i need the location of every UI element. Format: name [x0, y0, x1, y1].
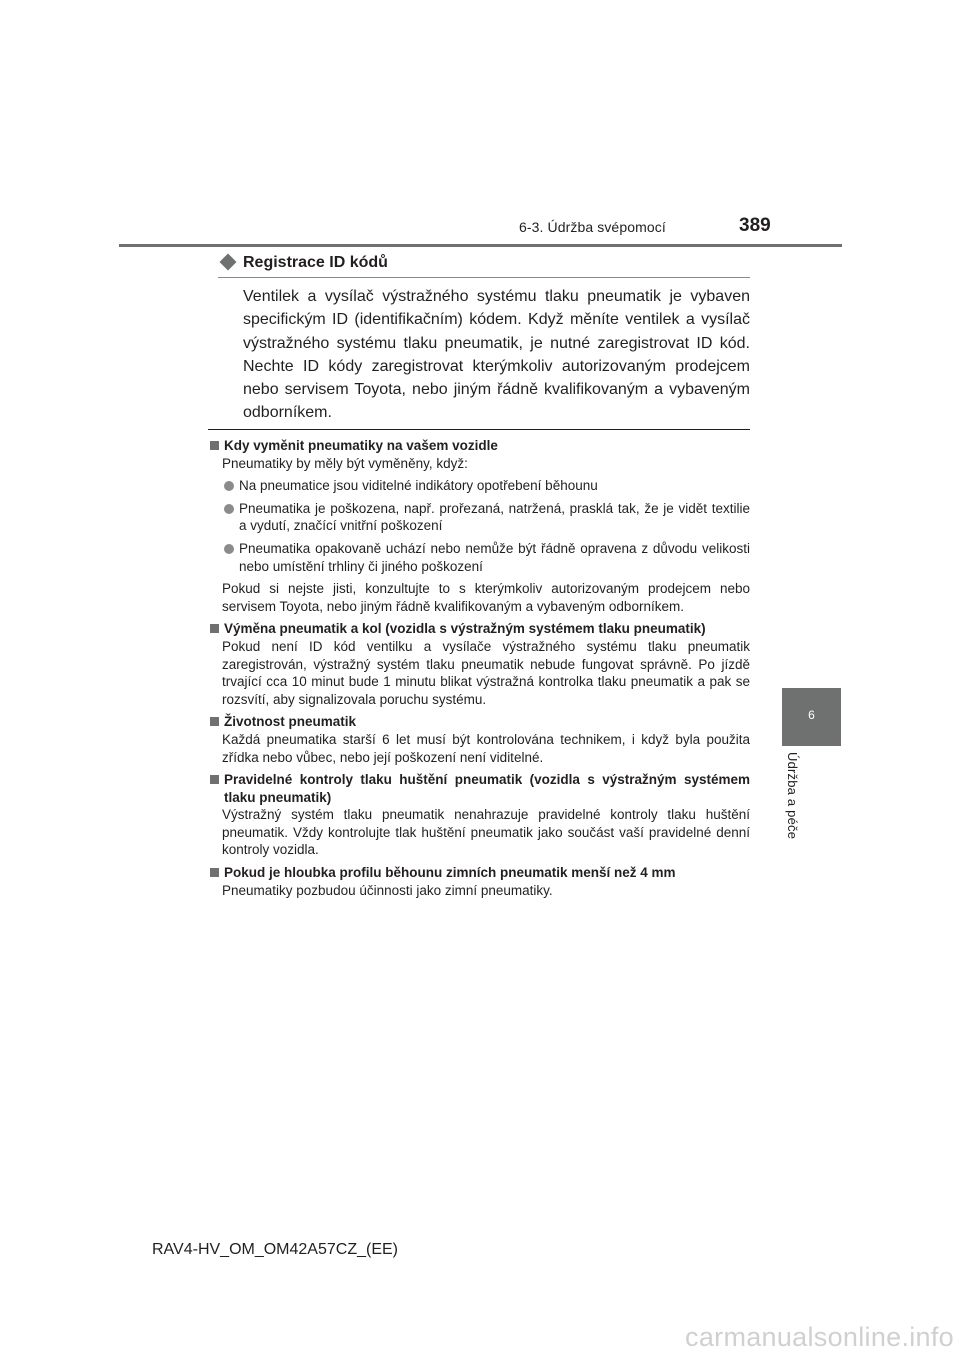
bullet-text: Na pneumatice jsou viditelné indikátory opotřebení běhounu: [239, 478, 598, 494]
item-title: Kdy vyměnit pneumatiky na vašem vozidle: [209, 437, 750, 455]
list-divider: [208, 429, 750, 430]
diamond-icon: [220, 254, 237, 271]
bullet-text: Pneumatika opakovaně uchází nebo nemůže být řádně opravena z důvodu velikosti nebo umístění trhliny či jiného poškození: [239, 540, 750, 574]
item-text: Pneumatiky by měly být vyměněny, když:: [222, 455, 468, 471]
chapter-tab[interactable]: [782, 688, 841, 746]
bullet-item: [209, 500, 750, 535]
info-list: [209, 437, 750, 904]
section-heading: [218, 254, 750, 272]
bullet-item: [209, 477, 750, 495]
item-text: Každá pneumatika starší 6 let musí být kontrolována technikem, i když byla použita zřídka nebo vůbec, nebo její poškození není viditelné.: [222, 731, 750, 765]
chapter-tab-label: Údržba a péče: [785, 752, 800, 840]
list-item: [209, 771, 750, 859]
bullet-circle-icon: [224, 481, 234, 491]
bullet-circle-icon: [224, 544, 234, 554]
list-item: [209, 620, 750, 708]
item-text: Pneumatiky pozbudou účinnosti jako zimní pneumatiky.: [222, 882, 553, 898]
watermark: carmanualsonline.info: [685, 1322, 954, 1352]
item-text: Pokud si nejste jisti, konzultujte to s kterýmkoliv autorizovaným prodejcem nebo servisem Toyota, nebo jiným řádně kvalifikovaným a vybaveným odborníkem.: [222, 581, 750, 614]
header-section-title: 6-3. Údržba svépomocí: [519, 219, 666, 235]
bullet-item: [209, 540, 750, 575]
item-title: Životnost pneumatik: [209, 713, 750, 731]
item-text: Pokud není ID kód ventilku a vysílače výstražného systému tlaku pneumatik zaregistrován, výstražný systém tlaku pneumatik nebude fungovat správně. Po jízdě trvající cca 10 minut bude 1 minutu blikat výstražná kontrolka tlaku pneumatik a pak se rozsvítí, aby signalizovala poruchu systému.: [222, 638, 750, 707]
item-text: Výstražný systém tlaku pneumatik nenahrazuje pravidelné kontroly tlaku huštění pneumatik. Vždy kontrolujte tlak huštění pneumatik jako součást vaší pravidelné denní kontroly vozidla.: [222, 807, 750, 858]
chapter-tab-label-wrap: [785, 752, 805, 862]
document-code: RAV4-HV_OM_OM42A57CZ_(EE): [152, 1241, 398, 1258]
item-title: Pokud je hloubka profilu běhounu zimních pneumatik menší než 4 mm: [209, 864, 750, 882]
bullet-text: Pneumatika je poškozena, např. prořezaná, natržená, prasklá tak, že je vidět textilie a vydutí, značící vnitřní poškození: [239, 500, 750, 534]
item-title: Pravidelné kontroly tlaku huštění pneumatik (vozidla s výstražným systémem tlaku pneumatik): [209, 771, 750, 806]
list-item: [209, 437, 750, 615]
section-heading-text: Registrace ID kódů: [243, 254, 388, 271]
list-item: [209, 864, 750, 899]
list-item: [209, 713, 750, 766]
chapter-tab-number: 6: [808, 708, 815, 722]
section-body: Ventilek a vysílač výstražného systému tlaku pneumatik je vybaven specifickým ID (identifikačním) kódem. Když měníte ventilek a vysílač výstražného systému tlaku pneumatik, je nutné zaregistrovat ID kód. Nechte ID kódy zaregistrovat kterýmkoliv autorizovaným prodejcem nebo servisem Toyota, nebo jiným řádně kvalifikovaným a vybaveným odborníkem.: [243, 288, 750, 422]
section-heading-rule: [218, 277, 750, 278]
item-title: Výměna pneumatik a kol (vozidla s výstražným systémem tlaku pneumatik): [209, 620, 750, 638]
page-number: 389: [739, 215, 771, 236]
bullet-circle-icon: [224, 504, 234, 514]
header-rule: [119, 244, 842, 247]
